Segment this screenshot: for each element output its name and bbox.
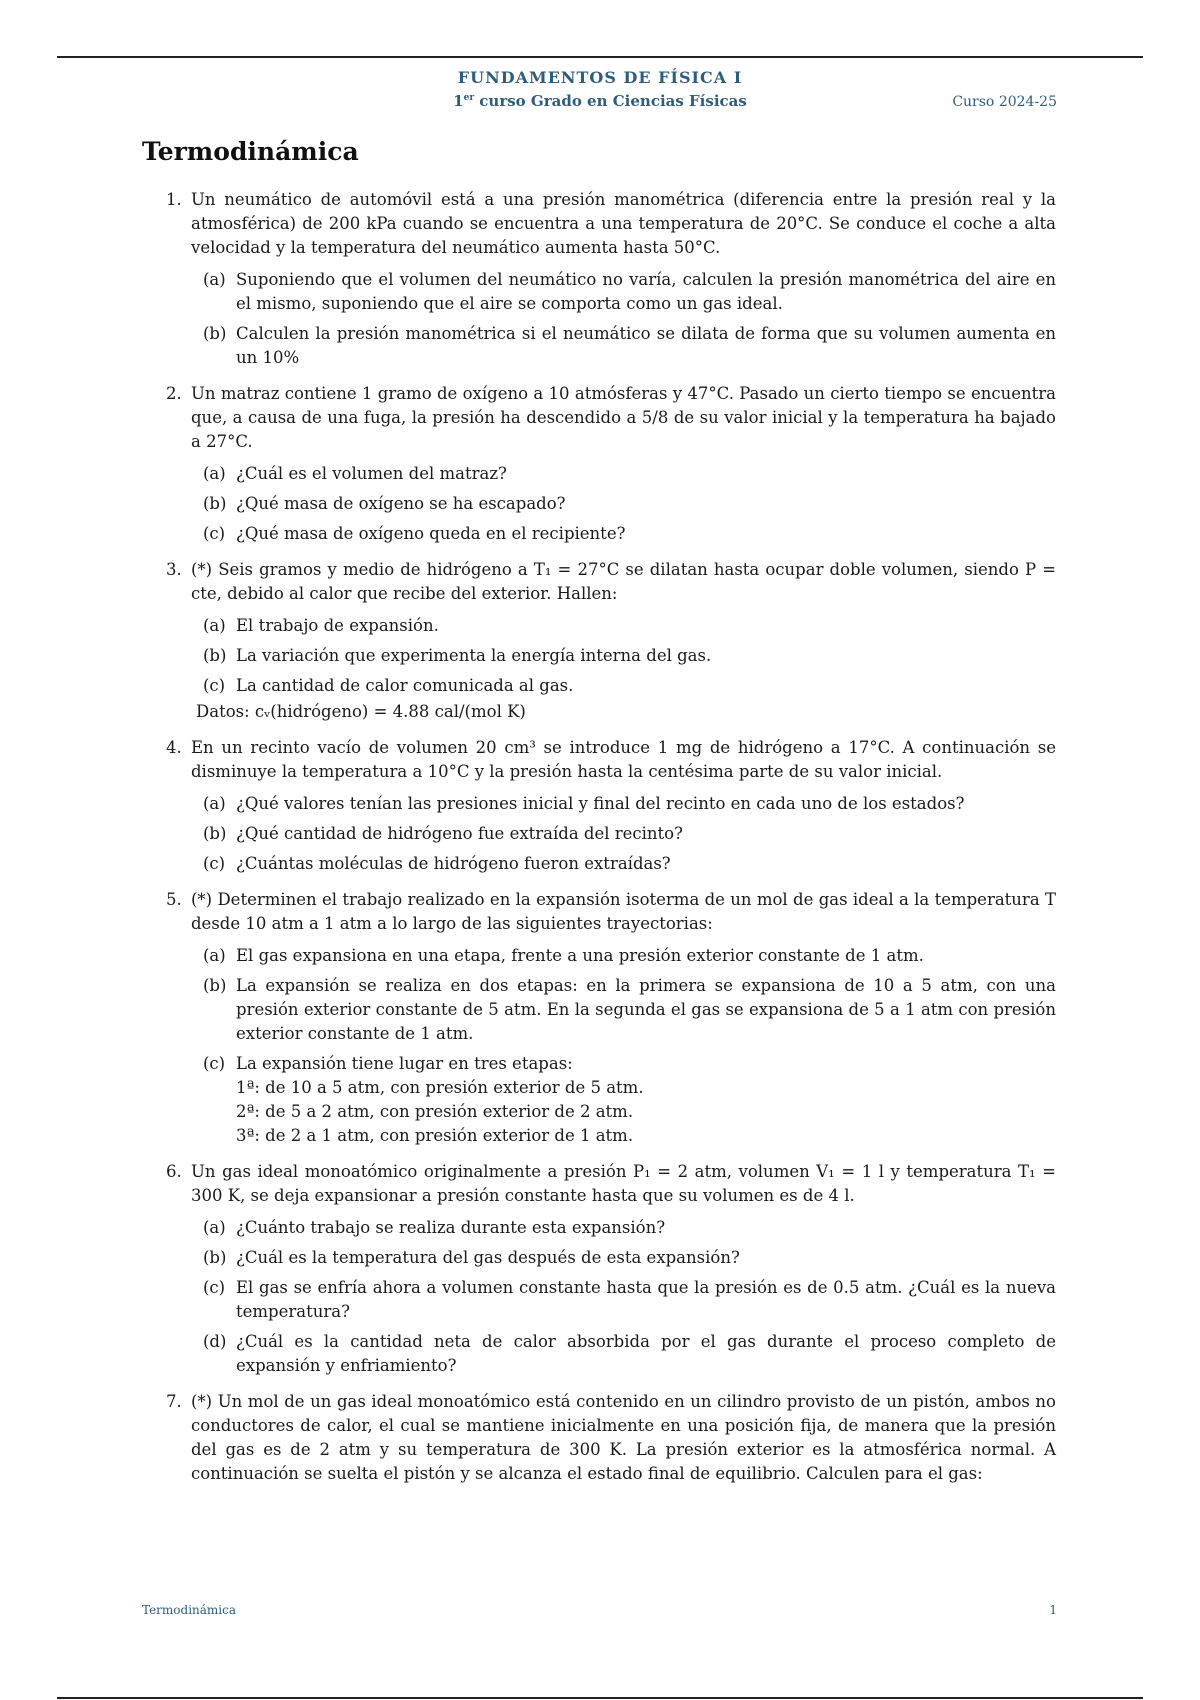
subquestion: [191, 462, 1056, 486]
subquestion: [191, 644, 1056, 668]
problem-number: 2.: [166, 384, 182, 403]
stage-step: 2ª: de 5 a 2 atm, con presión exterior de 2 atm.: [236, 1102, 634, 1121]
subquestion-label: (a): [203, 794, 226, 813]
subquestion: [191, 1216, 1056, 1240]
problem-text: (*) Un mol de un gas ideal monoatómico está contenido en un cilindro provisto de un pistón, ambos no conductores de calor, el cual se mantiene inicialmente en una posición fija, de manera que la presión del gas es de 2 atm y su temperatura de 300 K. La presión exterior es la atmosférica normal. A continuación se suelta el pistón y se alcanza el estado final de equilibrio. Calculen para el gas:: [191, 1392, 1056, 1483]
problem-text: Un matraz contiene 1 gramo de oxígeno a 10 atmósferas y 47°C. Pasado un cierto tiempo se encuentra que, a causa de una fuga, la presión ha descendido a 5/8 de su valor inicial y la temperatura ha bajado a 27°C.: [191, 384, 1056, 451]
subquestion-label: (a): [203, 616, 226, 635]
subquestion-label: (b): [203, 976, 227, 995]
problem-number: 3.: [166, 560, 182, 579]
problem-7: [166, 1390, 1056, 1486]
subquestion-text: ¿Qué masa de oxígeno se ha escapado?: [236, 494, 566, 513]
subquestion-label: (b): [203, 824, 227, 843]
problem-text: (*) Seis gramos y medio de hidrógeno a T₁ = 27°C se dilatan hasta ocupar doble volumen, siendo P = cte, debido al calor que recibe del exterior. Hallen:: [191, 560, 1056, 603]
course-year: Curso 2024-25: [952, 94, 1057, 110]
problem-1: [166, 188, 1056, 370]
bottom-rule: [57, 1697, 1143, 1699]
subquestion-text: La expansión tiene lugar en tres etapas:: [236, 1054, 573, 1073]
subquestion-label: (b): [203, 1248, 227, 1267]
subquestion: [191, 1330, 1056, 1378]
subquestion-text: ¿Cuál es la temperatura del gas después de esta expansión?: [236, 1248, 740, 1267]
subquestion-text: El gas expansiona en una etapa, frente a una presión exterior constante de 1 atm.: [236, 946, 924, 965]
subquestion: [191, 522, 1056, 546]
course-title: FUNDAMENTOS DE FÍSICA I: [457, 68, 743, 87]
subquestion-text: ¿Qué masa de oxígeno queda en el recipiente?: [236, 524, 626, 543]
stage-step: 3ª: de 2 a 1 atm, con presión exterior de 1 atm.: [236, 1126, 634, 1145]
problem-3: [166, 558, 1056, 724]
subquestion-text: ¿Cuántas moléculas de hidrógeno fueron extraídas?: [236, 854, 671, 873]
subquestion-label: (b): [203, 494, 227, 513]
subquestion-text: ¿Cuál es la cantidad neta de calor absorbida por el gas durante el proceso completo de expansión y enfriamiento?: [236, 1332, 1056, 1375]
subquestion: [191, 1276, 1056, 1324]
subquestion-text: El trabajo de expansión.: [236, 616, 439, 635]
subquestion: [191, 1246, 1056, 1270]
problem-number: 6.: [166, 1162, 182, 1181]
subtitle-text: curso Grado en Ciencias Físicas: [474, 92, 747, 110]
subquestion-label: (d): [203, 1332, 227, 1351]
section-title: Termodinámica: [142, 137, 359, 166]
subquestion-text: Suponiendo que el volumen del neumático no varía, calculen la presión manométrica del aire en el mismo, suponiendo que el aire se comporta como un gas ideal.: [236, 270, 1056, 313]
problem-2: [166, 382, 1056, 546]
problem-number: 1.: [166, 190, 182, 209]
subquestion-label: (c): [203, 1278, 226, 1297]
problem-text: Un neumático de automóvil está a una presión manométrica (diferencia entre la presión real y la atmosférica) de 200 kPa cuando se encuentra a una temperatura de 20°C. Se conduce el coche a alta velocidad y la temperatura del neumático aumenta hasta 50°C.: [191, 190, 1056, 257]
subquestion-label: (c): [203, 676, 226, 695]
problem-5: [166, 888, 1056, 1148]
subquestion-label: (c): [203, 854, 226, 873]
problem-number: 5.: [166, 890, 182, 909]
subquestion-text: El gas se enfría ahora a volumen constante hasta que la presión es de 0.5 atm. ¿Cuál es la nueva temperatura?: [236, 1278, 1056, 1321]
subquestion: [191, 322, 1056, 370]
subquestion: [191, 614, 1056, 638]
data-note: Datos: cᵥ(hidrógeno) = 4.88 cal/(mol K): [196, 702, 526, 721]
subquestion: [191, 1052, 1056, 1148]
problem-4: [166, 736, 1056, 876]
subquestion-label: (a): [203, 946, 226, 965]
problem-text: En un recinto vacío de volumen 20 cm³ se introduce 1 mg de hidrógeno a 17°C. A continuación se disminuye la temperatura a 10°C y la presión hasta la centésima parte de su valor inicial.: [191, 738, 1056, 781]
subquestion-text: La expansión se realiza en dos etapas: en la primera se expansiona de 10 a 5 atm, con una presión exterior constante de 5 atm. En la segunda el gas se expansiona de 5 a 1 atm con presión exterior constante de 1 atm.: [236, 976, 1056, 1043]
subtitle-number: 1: [453, 92, 464, 110]
subquestion-text: ¿Cuánto trabajo se realiza durante esta expansión?: [236, 1218, 666, 1237]
subquestion: [191, 852, 1056, 876]
subquestion: [191, 822, 1056, 846]
subquestion-text: ¿Qué cantidad de hidrógeno fue extraída del recinto?: [236, 824, 683, 843]
subquestion-text: Calculen la presión manométrica si el neumático se dilata de forma que su volumen aumenta en un 10%: [236, 324, 1056, 367]
subquestion-label: (b): [203, 324, 227, 343]
subquestion: [191, 974, 1056, 1046]
stage-step: 1ª: de 10 a 5 atm, con presión exterior de 5 atm.: [236, 1078, 644, 1097]
footer-section-name: Termodinámica: [142, 1603, 237, 1617]
subquestion: [191, 944, 1056, 968]
subquestion-text: ¿Qué valores tenían las presiones inicial y final del recinto en cada uno de los estados?: [236, 794, 965, 813]
problem-text: (*) Determinen el trabajo realizado en la expansión isoterma de un mol de gas ideal a la temperatura T desde 10 atm a 1 atm a lo largo de las siguientes trayectorias:: [191, 890, 1056, 933]
subquestion-label: (a): [203, 464, 226, 483]
problem-number: 4.: [166, 738, 182, 757]
page-number: 1: [1049, 1603, 1057, 1617]
subquestion-label: (c): [203, 524, 226, 543]
problem-text: Un gas ideal monoatómico originalmente a presión P₁ = 2 atm, volumen V₁ = 1 l y temperatura T₁ = 300 K, se deja expansionar a presión constante hasta que su volumen es de 4 l.: [191, 1162, 1056, 1205]
subquestion-label: (b): [203, 646, 227, 665]
problem-number: 7.: [166, 1392, 182, 1411]
subquestion-label: (c): [203, 1054, 226, 1073]
problem-6: [166, 1160, 1056, 1378]
subtitle-superscript: er: [463, 93, 475, 103]
subquestion: [191, 492, 1056, 516]
subquestion-text: La cantidad de calor comunicada al gas.: [236, 676, 574, 695]
subquestion-text: La variación que experimenta la energía interna del gas.: [236, 646, 712, 665]
subquestion-label: (a): [203, 270, 226, 289]
subquestion-label: (a): [203, 1218, 226, 1237]
problem-list: [166, 188, 1056, 1498]
top-rule: [57, 56, 1143, 58]
subquestion: [191, 674, 1056, 698]
subquestion: [191, 268, 1056, 316]
subquestion-text: ¿Cuál es el volumen del matraz?: [236, 464, 507, 483]
subquestion: [191, 792, 1056, 816]
